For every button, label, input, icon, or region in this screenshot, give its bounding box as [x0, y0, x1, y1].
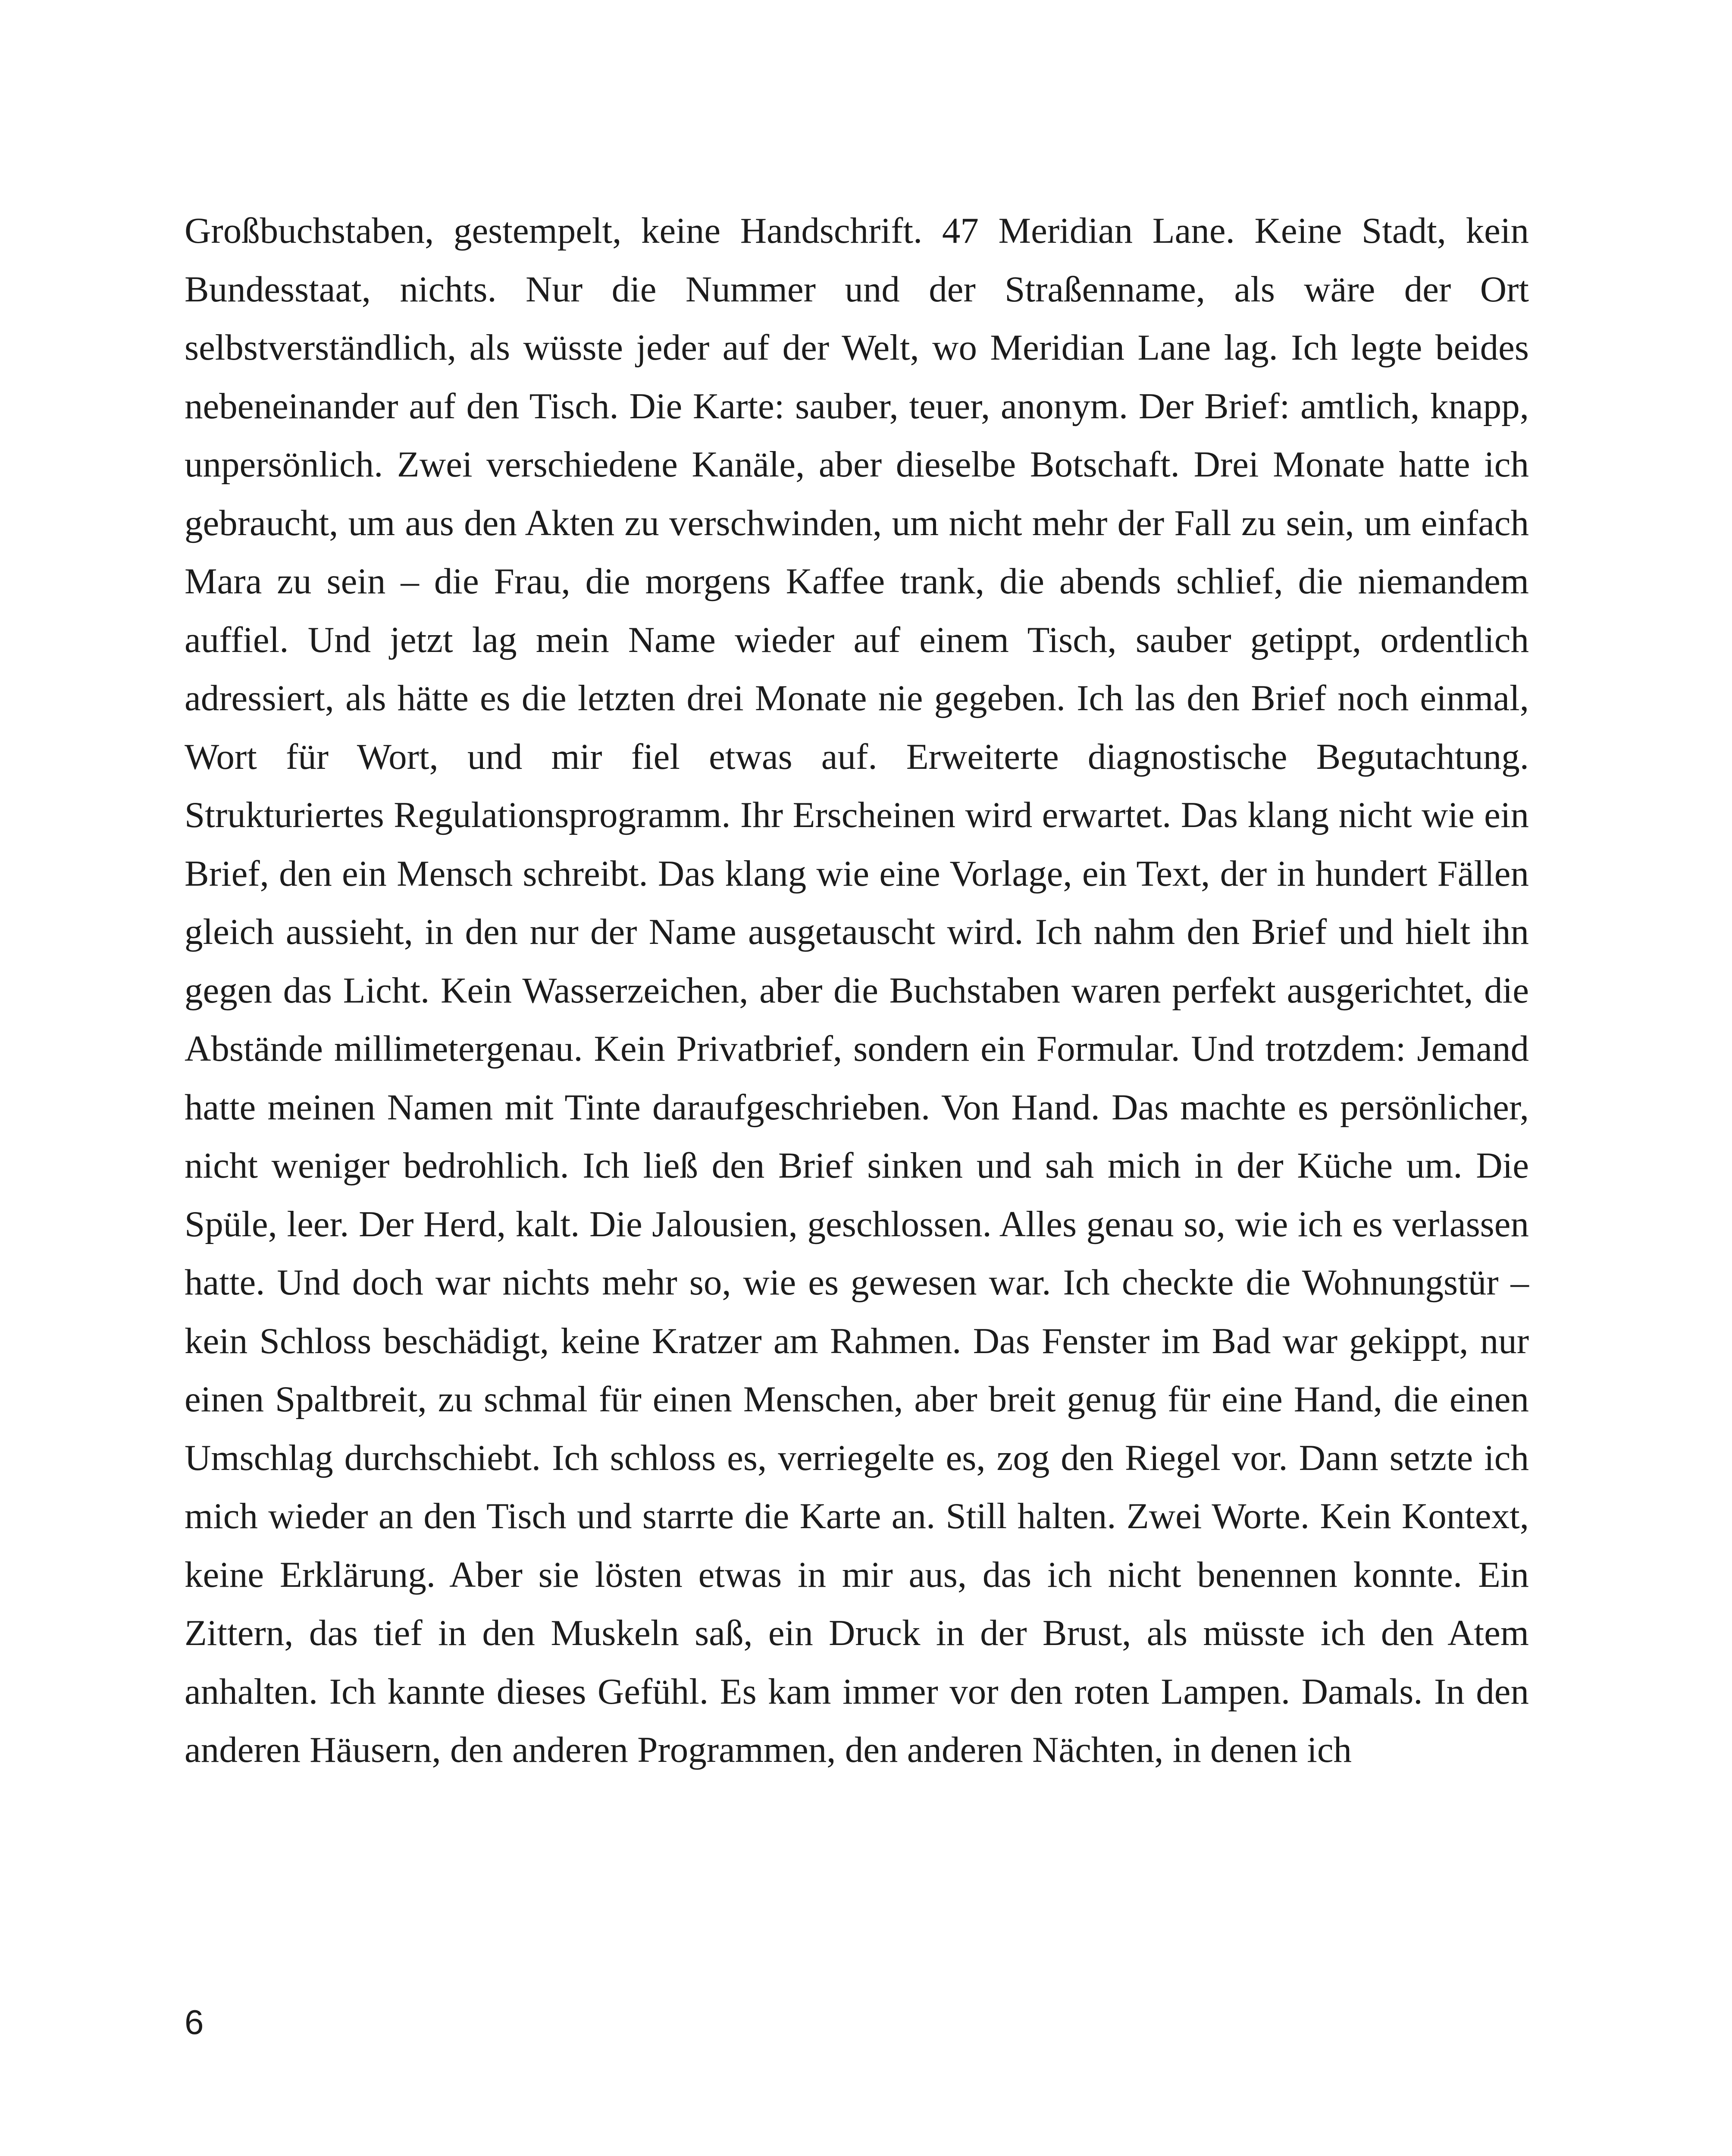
body-paragraph: Großbuchstaben, gestempelt, keine Handschrift. 47 Meridian Lane. Keine Stadt, kein Bundesstaat, nichts. Nur die Nummer und der Straßenname, als wäre der Ort selbstverständlich, als wüsste jeder auf der Welt, wo Meridian Lane lag. Ich legte beides nebeneinander auf den Tisch. Die Karte: sauber, teuer, anonym. Der Brief: amtlich, knapp, unpersönlich. Zwei verschiedene Kanäle, aber dieselbe Botschaft. Drei Monate hatte ich gebraucht, um aus den Akten zu verschwinden, um nicht mehr der Fall zu sein, um einfach Mara zu sein – die Frau, die morgens Kaffee trank, die abends schlief, die niemandem auffiel. Und jetzt lag mein Name wieder auf einem Tisch, sauber getippt, ordentlich adressiert, als hätte es die letzten drei Monate nie gegeben. Ich las den Brief noch einmal, Wort für Wort, und mir fiel etwas auf. Erweiterte diagnostische Begutachtung. Strukturiertes Regulationsprogramm. Ihr Erscheinen wird erwartet. Das klang nicht wie ein Brief, den ein Mensch schreibt. Das klang wie eine Vorlage, ein Text, der in hundert Fällen gleich aussieht, in den nur der Name ausgetauscht wird. Ich nahm den Brief und hielt ihn gegen das Licht. Kein Wasserzeichen, aber die Buchstaben waren perfekt ausgerichtet, die Abstände millimetergenau. Kein Privatbrief, sondern ein Formular. Und trotzdem: Jemand hatte meinen Namen mit Tinte daraufgeschrieben. Von Hand. Das machte es persönlicher, nicht weniger bedrohlich. Ich ließ den Brief sinken und sah mich in der Küche um. Die Spüle, leer. Der Herd, kalt. Die Jalousien, geschlossen. Alles genau so, wie ich es verlassen hatte. Und doch war nichts mehr so, wie es gewesen war. Ich checkte die Wohnungstür – kein Schloss beschädigt, keine Kratzer am Rahmen. Das Fenster im Bad war gekippt, nur einen Spaltbreit, zu schmal für einen Menschen, aber breit genug für eine Hand, die einen Umschlag durchschiebt. Ich schloss es, verriegelte es, zog den Riegel vor. Dann setzte ich mich wieder an den Tisch und starrte die Karte an. Still halten. Zwei Worte. Kein Kontext, keine Erklärung. Aber sie lösten etwas in mir aus, das ich nicht benennen konnte. Ein Zittern, das tief in den Muskeln saß, ein Druck in der Brust, als müsste ich den Atem anhalten. Ich kannte dieses Gefühl. Es kam immer vor den roten Lampen. Damals. In den anderen Häusern, den anderen Programmen, den anderen Nächten, in denen ich — [185, 210, 1529, 1770]
page-number: 6 — [185, 2003, 204, 2041]
